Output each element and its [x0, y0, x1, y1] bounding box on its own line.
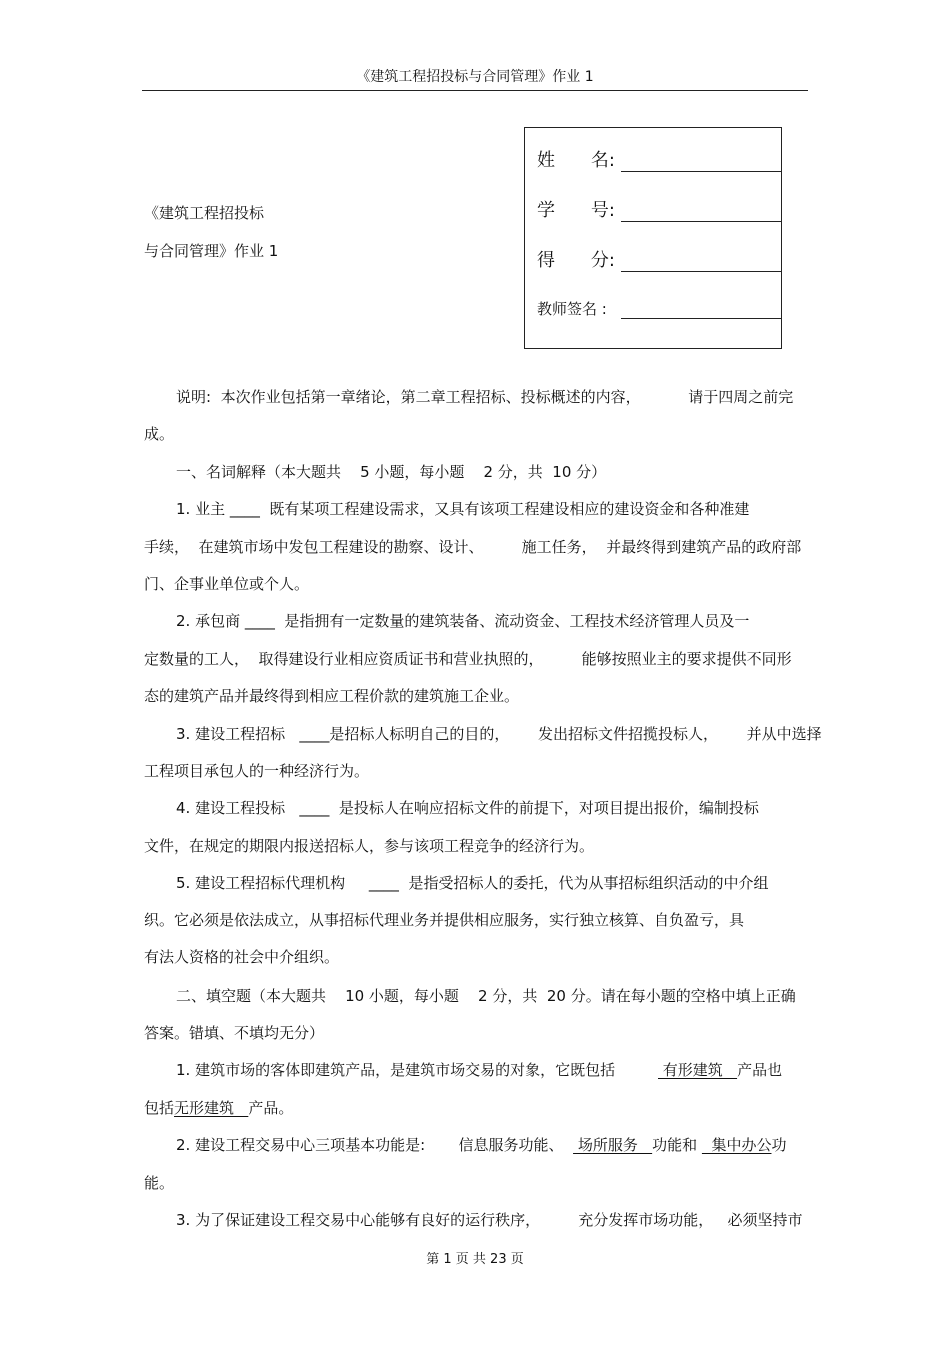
name-field[interactable] [621, 155, 781, 172]
name-row: 姓 名: [537, 146, 781, 172]
section-2-title: 二、填空题（本大题共 10 小题，每小题 2 分，共 20 分。请在每小题的空格中填上正确 [176, 987, 796, 1005]
term-5-line-1: 5. 建设工程招标代理机构 ____ 是指受招标人的委托，代为从事招标组织活动的中介组 [176, 874, 769, 892]
fill-1-line-2: 包括无形建筑 产品。 [144, 1099, 294, 1117]
fill-2-line-2: 能。 [144, 1174, 175, 1192]
term-3-line-2: 工程项目承包人的一种经济行为。 [144, 762, 370, 780]
score-field[interactable] [621, 255, 781, 272]
page-header-title: 《建筑工程招投标与合同管理》作业 1 [356, 69, 594, 85]
student-id-row: 学 号: [537, 196, 781, 222]
page-footer: 第 1 页 共 23 页 [426, 1252, 524, 1267]
fill-3-line-1: 3. 为了保证建设工程交易中心能够有良好的运行秩序， 充分发挥市场功能， 必须坚持市 [176, 1211, 803, 1229]
fill-2-line-1: 2. 建设工程交易中心三项基本功能是: 信息服务功能、 场所服务 功能和 集中办公功 [176, 1136, 787, 1154]
term-2-line-1: 2. 承包商 ____ 是指拥有一定数量的建筑装备、流动资金、工程技术经济管理人员及一 [176, 612, 750, 630]
term-4-line-2: 文件，在规定的期限内报送招标人，参与该项工程竞争的经济行为。 [144, 837, 595, 855]
fill-1-answer-2: 无形建筑 [174, 1099, 249, 1117]
score-row: 得 分: [537, 246, 781, 272]
fill-2-answer-1: 场所服务 [573, 1136, 653, 1154]
term-3-line-1: 3. 建设工程招标 ____是招标人标明自己的目的， 发出招标文件招揽投标人， 并从中选择 [176, 725, 822, 743]
term-5-line-2: 织。它必须是依法成立，从事招标代理业务并提供相应服务，实行独立核算、自负盈亏，具 [144, 911, 745, 929]
student-id-field[interactable] [621, 205, 781, 222]
term-1-line-3: 门、企事业单位或个人。 [144, 575, 310, 593]
teacher-signature-field[interactable] [621, 302, 781, 319]
doc-title-line-2: 与合同管理》作业 1 [144, 242, 279, 260]
student-info-box [524, 127, 782, 349]
term-4-line-1: 4. 建设工程投标 ____ 是投标人在响应招标文件的前提下，对项目提出报价，编制投标 [176, 799, 759, 817]
fill-2-answer-2: 集中办公 [701, 1136, 772, 1154]
doc-title-line-1: 《建筑工程招投标 [144, 204, 265, 222]
intro-line-1: 说明: 本次作业包括第一章绪论，第二章工程招标、投标概述的内容， 请于四周之前完 [176, 388, 794, 406]
term-2-line-3: 态的建筑产品并最终得到相应工程价款的建筑施工企业。 [144, 687, 520, 705]
term-1-line-2: 手续， 在建筑市场中发包工程建设的勘察、设计、 施工任务， 并最终得到建筑产品的政府部 [144, 538, 802, 556]
fill-1-line-1: 1. 建筑市场的客体即建筑产品，是建筑市场交易的对象，它既包括 有形建筑 产品也 [176, 1061, 783, 1079]
section-2-title-line-2: 答案。错填、不填均无分） [144, 1024, 325, 1042]
header-rule [142, 90, 808, 91]
teacher-signature-row: 教师签名 : [537, 298, 781, 319]
term-2-line-2: 定数量的工人， 取得建设行业相应资质证书和营业执照的， 能够按照业主的要求提供不同形 [144, 650, 792, 668]
term-5-line-3: 有法人资格的社会中介组织。 [144, 948, 340, 966]
fill-1-answer-1: 有形建筑 [658, 1061, 738, 1079]
section-1-title: 一、名词解释（本大题共 5 小题，每小题 2 分，共 10 分） [176, 463, 607, 481]
term-1-line-1: 1. 业主 ____ 既有某项工程建设需求，又具有该项工程建设相应的建设资金和各种准建 [176, 500, 750, 518]
intro-line-2: 成。 [144, 425, 175, 443]
